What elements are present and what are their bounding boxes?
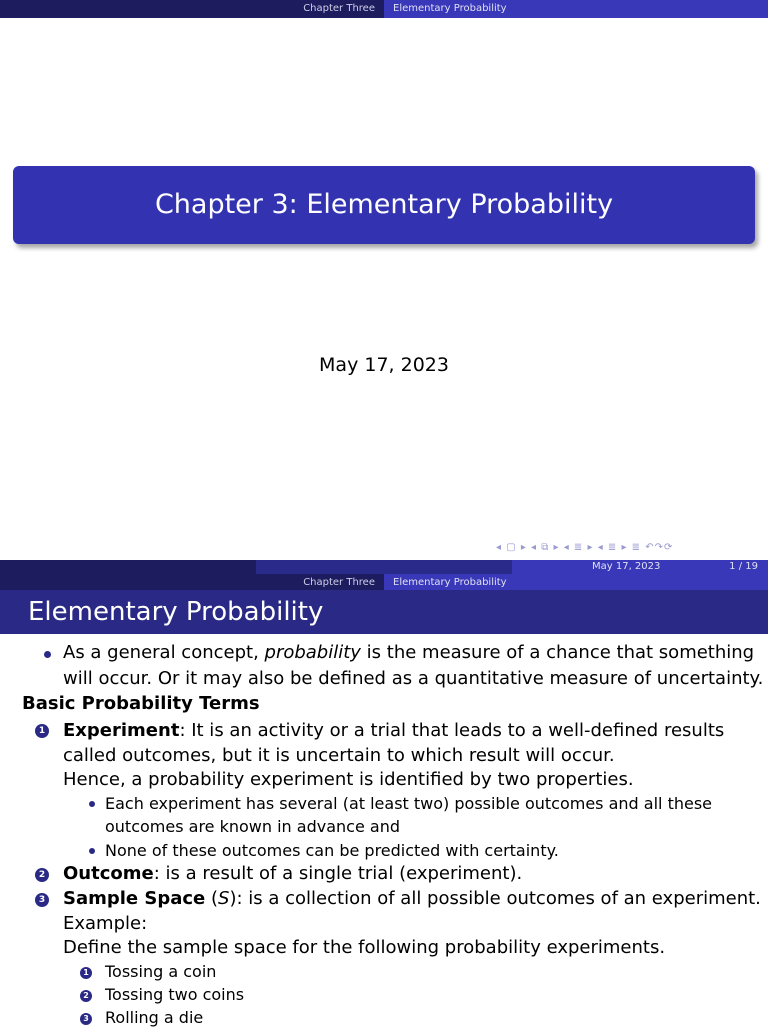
sub-bullet-2: None of these outcomes can be predicted with certainty. bbox=[105, 841, 559, 860]
example-item: Tossing two coins bbox=[105, 985, 245, 1004]
term-sample-space-line-3: Define the sample space for the following probability experiments. bbox=[63, 937, 666, 958]
sub-bullet-1-line-1: Each experiment has several (at least two) possible outcomes and all these bbox=[105, 794, 713, 813]
term-sample-space-line-2: Example: bbox=[63, 913, 148, 934]
enumerate-number-icon: 1 bbox=[35, 724, 49, 738]
slide1-footer bbox=[0, 560, 768, 574]
footer-page-number: 1 / 19 bbox=[729, 561, 758, 572]
enumerate-number-icon: 2 bbox=[80, 990, 92, 1002]
footer-date: May 17, 2023 bbox=[592, 561, 661, 572]
enumerate-number-icon: 1 bbox=[80, 967, 92, 979]
slide2-frame-title: Elementary Probability bbox=[0, 590, 768, 634]
beamer-navigation-icons[interactable]: ◂ ▢ ▸ ◂ ⧉ ▸ ◂ ≣ ▸ ◂ ≣ ▸ ≣ ↶↷⟳ bbox=[496, 542, 674, 553]
slide1-title: Chapter 3: Elementary Probability bbox=[154, 189, 614, 220]
term-sample-space-line-1: Sample Space (S): is a collection of all possible outcomes of an experiment. bbox=[63, 888, 761, 909]
enumerate-number-icon: 3 bbox=[35, 893, 49, 907]
intro-line-2: will occur. Or it may also be defined as a quantitative measure of uncertainty. bbox=[63, 668, 764, 689]
example-item: Rolling a die bbox=[105, 1008, 204, 1027]
term-experiment-line-2: called outcomes, but it is uncertain to which result will occur. bbox=[63, 745, 615, 766]
term-experiment-line-1: Experiment: It is an activity or a trial that leads to a well-defined results bbox=[63, 720, 725, 741]
bullet-icon bbox=[44, 651, 51, 658]
enumerate-number-icon: 3 bbox=[80, 1013, 92, 1025]
header-subsection-label: Elementary Probability bbox=[384, 574, 768, 592]
intro-line-1: As a general concept, probability is the measure of a chance that something bbox=[63, 642, 755, 663]
section-heading: Basic Probability Terms bbox=[22, 693, 260, 714]
example-item: Tossing a coin bbox=[105, 962, 217, 981]
header-section-label: Chapter Three bbox=[0, 0, 384, 18]
bullet-icon bbox=[89, 848, 95, 854]
slide1-header-bar bbox=[0, 0, 768, 18]
slide1-title-box bbox=[13, 166, 755, 244]
enumerate-number-icon: 2 bbox=[35, 868, 49, 882]
term-experiment-line-3: Hence, a probability experiment is identified by two properties. bbox=[63, 769, 634, 790]
term-outcome: Outcome: is a result of a single trial (experiment). bbox=[63, 863, 523, 884]
header-subsection-label: Elementary Probability bbox=[384, 0, 768, 18]
bullet-icon bbox=[89, 801, 95, 807]
slide1-date: May 17, 2023 bbox=[319, 354, 449, 376]
sub-bullet-1-line-2: outcomes are known in advance and bbox=[105, 817, 400, 836]
header-section-label: Chapter Three bbox=[0, 574, 384, 592]
